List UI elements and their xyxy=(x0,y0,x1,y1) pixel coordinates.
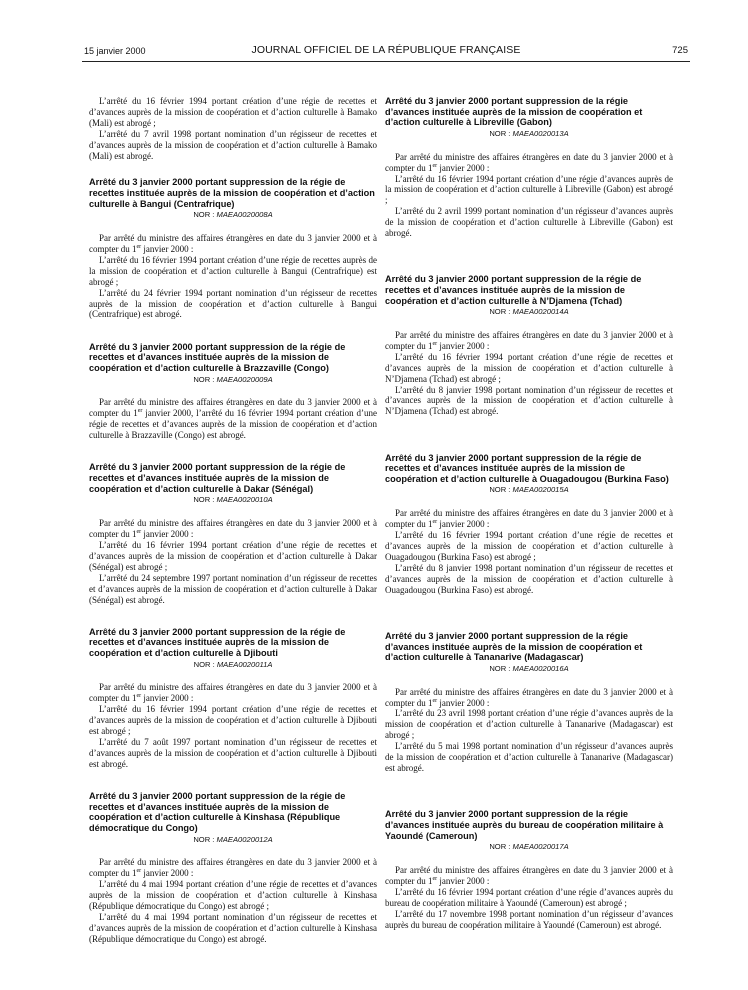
decree-paragraph: L’arrêté du 16 février 1994 portant création d’une régie de recettes et d’avances auprès de la mission de coopération et d’action culturelle à N’Djamena (Tchad) est abrogé ; xyxy=(385,351,673,384)
nor-label: NOR : xyxy=(193,834,217,844)
nor-reference xyxy=(89,660,377,671)
decree-section xyxy=(385,96,673,239)
decree-paragraph: L’arrêté du 8 janvier 1998 portant nomination d’un régisseur de recettes et d’avances auprès de la mission de coopération et d’action culturelle à Ouagadougou (Burkina Faso) est abrogé. xyxy=(385,562,673,595)
decree-paragraph: L’arrêté du 16 février 1994 portant création d’une régie de recettes et d’avances auprès de la mission de coopération et d’action culturelle à Dakar (Sénégal) est abrogé ; xyxy=(89,539,377,572)
decree-paragraph: Par arrêté du ministre des affaires étrangères en date du 3 janvier 2000 et à compter du 1er janvier 2000 : xyxy=(385,686,673,708)
nor-reference xyxy=(385,842,673,853)
nor-label: NOR : xyxy=(193,210,217,220)
nor-code: MAEA0020008A xyxy=(216,210,273,220)
decree-section xyxy=(89,627,377,770)
decree-title: Arrêté du 3 janvier 2000 portant suppression de la régie de recettes et d’avances instituée auprès de la mission de coopération et d’action culturelle à Dakar (Sénégal) xyxy=(89,462,346,494)
nor-code: MAEA0020009A xyxy=(216,374,273,384)
nor-reference xyxy=(385,664,673,675)
decree-section xyxy=(89,462,377,605)
decree-paragraph: L’arrêté du 4 mai 1994 portant création d’une régie de recettes et d’avances auprès de la mission de coopération et d’action culturelle à Kinshasa (République démocratique du Congo) est abrogé ; xyxy=(89,879,377,912)
decree-section xyxy=(89,342,377,441)
decree-title: Arrêté du 3 janvier 2000 portant suppression de la régie de recettes instituée auprès de la mission de coopération et d’action culturelle à Bangui (Centrafrique) xyxy=(89,177,375,209)
nor-code: MAEA0020015A xyxy=(512,485,569,495)
left-column xyxy=(89,96,377,966)
decree-title: Arrêté du 3 janvier 2000 portant suppression de la régie d’avances instituée auprès de la mission de coopération et d’action culturelle à Tananarive (Madagascar) xyxy=(385,630,643,663)
decree-paragraph: L’arrêté du 16 février 1994 portant création d’une régie de recettes auprès de la mission de coopération et d’action culturelle à Bangui (Centrafrique) est abrogé ; xyxy=(89,254,377,287)
decree-title: Arrêté du 3 janvier 2000 portant suppression de la régie de recettes et d’avances instituée auprès de la mission de coopération et d’action culturelle à Djibouti xyxy=(89,626,346,658)
decree-section xyxy=(385,809,673,930)
nor-label: NOR : xyxy=(489,307,513,317)
decree-section xyxy=(89,177,377,320)
decree-title: Arrêté du 3 janvier 2000 portant suppression de la régie d’avances instituée auprès de la mission de coopération et d’action culturelle à Libreville (Gabon) xyxy=(385,96,643,128)
nor-reference xyxy=(89,375,377,386)
nor-reference xyxy=(89,835,377,846)
header-date: 15 janvier 2000 xyxy=(84,46,146,56)
decree-paragraph: Par arrêté du ministre des affaires étrangères en date du 3 janvier 2000 et à compter du 1er janvier 2000, l’arrêté du 16 février 1994 portant création d’une régie de recettes et d’avances auprès de la mission de coopération et d’action culturelle à Brazzaville (Congo) est abrogé. xyxy=(89,397,377,441)
decree-section xyxy=(385,274,673,417)
decree-paragraph: L’arrêté du 16 février 1994 portant création d’une régie de recettes et d’avances auprès de la mission de coopération et d’action culturelle à Bamako (Mali) est abrogé ; xyxy=(89,96,377,128)
decree-section xyxy=(385,631,673,774)
nor-code: MAEA0020011A xyxy=(216,659,273,669)
nor-label: NOR : xyxy=(193,495,217,505)
decree-paragraph: L’arrêté du 5 mai 1998 portant nomination d’un régisseur d’avances auprès de la mission de coopération et d’action culturelle à Tananarive (Madagascar) est abrogé. xyxy=(385,741,673,774)
nor-label: NOR : xyxy=(489,663,513,673)
nor-reference xyxy=(385,485,673,496)
decree-paragraph: L’arrêté du 2 avril 1999 portant nomination d’un régisseur d’avances auprès de la mission de coopération et d’action culturelle à Libreville (Gabon) est abrogé. xyxy=(385,206,673,239)
decree-paragraph: L’arrêté du 7 avril 1998 portant nomination d’un régisseur de recettes et d’avances auprès de la mission de coopération et d’action culturelle à Bamako (Mali) est abrogé. xyxy=(89,128,377,161)
nor-code: MAEA0020016A xyxy=(512,663,569,673)
decree-paragraph: Par arrêté du ministre des affaires étrangères en date du 3 janvier 2000 et à compter du 1er janvier 2000 : xyxy=(385,330,673,351)
nor-code: MAEA0020013A xyxy=(512,128,569,138)
decree-paragraph: L’arrêté du 16 février 1994 portant création d’une régie de recettes et d’avances auprès de la mission de coopération et d’action culturelle à Djibouti est abrogé ; xyxy=(89,704,377,737)
nor-label: NOR : xyxy=(489,485,513,495)
decree-paragraph: L’arrêté du 4 mai 1994 portant nomination d’un régisseur de recettes et d’avances auprès de la mission de coopération et d’action culturelle à Kinshasa (République démocratique du Congo) est abrogé. xyxy=(89,911,377,944)
decree-paragraph: Par arrêté du ministre des affaires étrangères en date du 3 janvier 2000 et à compter du 1er janvier 2000 : xyxy=(89,857,377,879)
decree-title: Arrêté du 3 janvier 2000 portant suppression de la régie de recettes et d’avances instituée auprès de la mission de coopération et d’action culturelle à Ouagadougou (Burkina Faso) xyxy=(385,452,669,484)
nor-label: NOR : xyxy=(489,842,513,852)
nor-code: MAEA0020012A xyxy=(216,834,273,844)
decree-paragraph: Par arrêté du ministre des affaires étrangères en date du 3 janvier 2000 et à compter du 1er janvier 2000 : xyxy=(385,865,673,886)
nor-reference xyxy=(385,129,673,140)
decree-title: Arrêté du 3 janvier 2000 portant suppression de la régie de recettes et d’avances instituée auprès de la mission de coopération et d’action culturelle à Brazzaville (Congo) xyxy=(89,341,346,373)
header-rule xyxy=(82,61,690,62)
decree-paragraph: L’arrêté du 7 août 1997 portant nomination d’un régisseur de recettes et d’avances auprès de la mission de coopération et d’action culturelle à Djibouti est abrogé. xyxy=(89,737,377,769)
decree-paragraph: Par arrêté du ministre des affaires étrangères en date du 3 janvier 2000 et à compter du 1er janvier 2000 : xyxy=(89,682,377,704)
decree-paragraph: L’arrêté du 16 février 1994 portant création d’une régie d’avances auprès du bureau de coopération militaire à Yaoundé (Cameroun) est abrogé ; xyxy=(385,886,673,908)
decree-paragraph: L’arrêté du 8 janvier 1998 portant nomination d’un régisseur de recettes et d’avances auprès de la mission de coopération et d’action culturelle à N’Djamena (Tchad) est abrogé. xyxy=(385,384,673,417)
nor-label: NOR : xyxy=(489,128,513,138)
decree-paragraph: Par arrêté du ministre des affaires étrangères en date du 3 janvier 2000 et à compter du 1er janvier 2000 : xyxy=(385,151,673,173)
nor-label: NOR : xyxy=(193,659,217,669)
decree-title: Arrêté du 3 janvier 2000 portant suppression de la régie de recettes et d’avances instituée auprès de la mission de coopération et d’action culturelle à N’Djamena (Tchad) xyxy=(385,274,642,306)
decree-paragraph: L’arrêté du 16 février 1994 portant création d’une régie de recettes et d’avances auprès de la mission de coopération et d’action culturelle à Ouagadougou (Burkina Faso) est abrogé ; xyxy=(385,530,673,562)
decree-title: Arrêté du 3 janvier 2000 portant suppression de la régie d’avances instituée auprès du bureau de coopération militaire à Yaoundé (Cameroun) xyxy=(385,809,664,841)
decree-paragraph: Par arrêté du ministre des affaires étrangères en date du 3 janvier 2000 et à compter du 1er janvier 2000 : xyxy=(89,518,377,540)
nor-reference xyxy=(89,210,377,221)
decree-section xyxy=(89,791,377,945)
nor-reference xyxy=(89,495,377,506)
decree-paragraph: L’arrêté du 17 novembre 1998 portant nomination d’un régisseur d’avances auprès du bureau de coopération militaire à Yaoundé (Cameroun) est abrogé. xyxy=(385,908,673,930)
right-column xyxy=(385,96,673,966)
decree-paragraph: L’arrêté du 16 février 1994 portant création d’une régie d’avances auprès de la mission de coopération et d’action culturelle à Libreville (Gabon) est abrogé ; xyxy=(385,173,673,206)
header-page-number: 725 xyxy=(672,45,688,56)
continued-text xyxy=(89,96,377,161)
nor-reference xyxy=(385,307,673,318)
decree-paragraph: L’arrêté du 23 avril 1998 portant création d’une régie d’avances auprès de la mission de coopération et d’action culturelle à Tananarive (Madagascar) est abrogé ; xyxy=(385,708,673,741)
nor-code: MAEA0020017A xyxy=(512,842,569,852)
decree-section xyxy=(385,453,673,596)
decree-title: Arrêté du 3 janvier 2000 portant suppression de la régie de recettes et d’avances instituée auprès de la mission de coopération et d’action culturelle à Kinshasa (République démocratique du Congo) xyxy=(89,791,346,833)
nor-code: MAEA0020010A xyxy=(216,495,273,505)
header-journal-title: JOURNAL OFFICIEL DE LA RÉPUBLIQUE FRANÇAISE xyxy=(251,44,521,56)
decree-paragraph: Par arrêté du ministre des affaires étrangères en date du 3 janvier 2000 et à compter du 1er janvier 2000 : xyxy=(385,508,673,530)
nor-label: NOR : xyxy=(193,374,217,384)
nor-code: MAEA0020014A xyxy=(512,307,569,317)
page-header xyxy=(84,44,688,60)
decree-paragraph: L’arrêté du 24 février 1994 portant nomination d’un régisseur de recettes auprès de la mission de coopération et d’action culturelle à Bangui (Centrafrique) est abrogé. xyxy=(89,287,377,320)
decree-paragraph: L’arrêté du 24 septembre 1997 portant nomination d’un régisseur de recettes et d’avances auprès de la mission de coopération et d’action culturelle à Dakar (Sénégal) est abrogé. xyxy=(89,572,377,605)
decree-paragraph: Par arrêté du ministre des affaires étrangères en date du 3 janvier 2000 et à compter du 1er janvier 2000 : xyxy=(89,233,377,255)
